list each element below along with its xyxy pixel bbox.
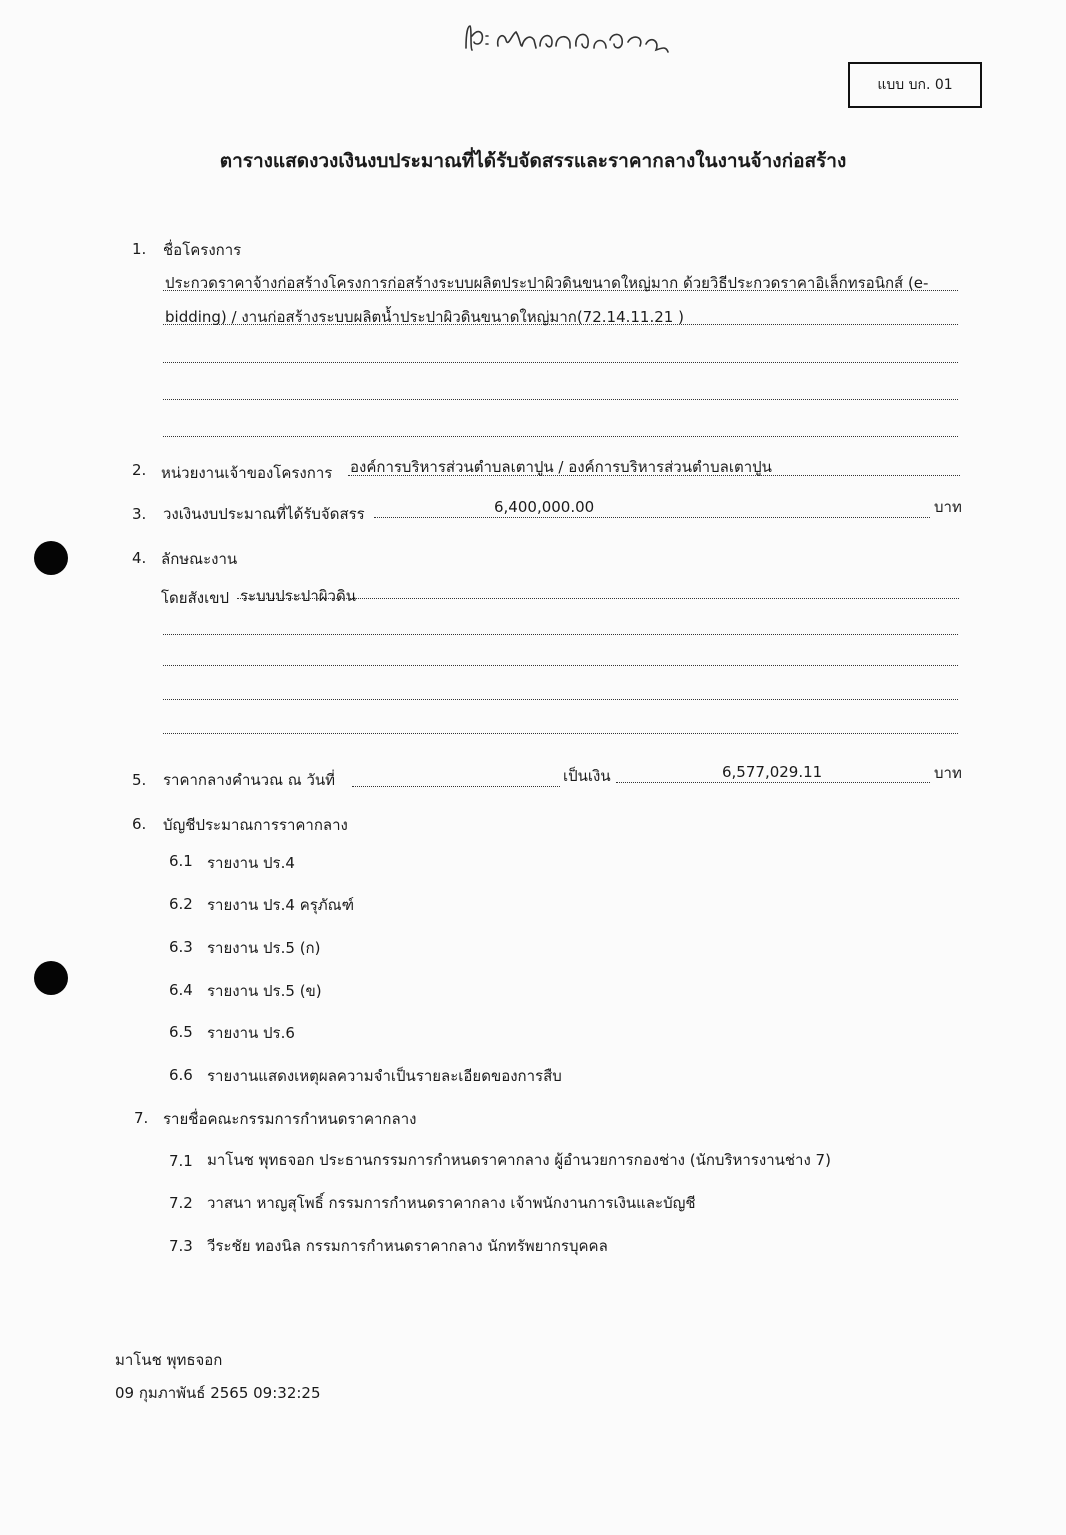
- median-price-value: 6,577,029.11: [722, 763, 823, 781]
- median-price-unit: บาท: [934, 764, 962, 782]
- committee-member: วาสนา หาญสุโพธิ์ กรรมการกำหนดราคากลาง เจ้าพนักงานการเงินและบัญชี: [207, 1194, 696, 1212]
- list-item: รายงาน ปร.4 ครุภัณฑ์: [207, 896, 355, 914]
- committee-member: วีระชัย ทองนิล กรรมการกำหนดราคากลาง นักทรัพยากรบุคคล: [207, 1237, 608, 1255]
- list-item-number: 6.1: [169, 852, 193, 870]
- punch-hole-bottom: [34, 961, 68, 995]
- section-4-sub-label: โดยสังเขป: [161, 589, 229, 607]
- list-item-number: 6.2: [169, 895, 193, 913]
- list-item-number: 7.2: [169, 1194, 193, 1212]
- list-item-number: 6.5: [169, 1023, 193, 1041]
- dotted-line: [163, 399, 958, 400]
- dotted-line: [352, 786, 560, 787]
- list-item: รายงาน ปร.4: [207, 854, 295, 872]
- list-item-number: 7.3: [169, 1237, 193, 1255]
- dotted-line: [163, 436, 958, 437]
- section-6-number: 6.: [132, 815, 147, 833]
- form-code-box: แบบ บก. 01: [848, 62, 982, 108]
- section-3-label: วงเงินงบประมาณที่ได้รับจัดสรร: [163, 505, 365, 523]
- section-7-label: รายชื่อคณะกรรมการกำหนดราคากลาง: [163, 1110, 417, 1128]
- dotted-line: [374, 517, 930, 518]
- dotted-line: [163, 665, 958, 666]
- section-2-label: หน่วยงานเจ้าของโครงการ: [161, 464, 333, 482]
- section-7-number: 7.: [134, 1109, 149, 1127]
- list-item-number: 6.3: [169, 938, 193, 956]
- signed-datetime: 09 กุมภาพันธ์ 2565 09:32:25: [115, 1384, 321, 1402]
- dotted-line: [163, 699, 958, 700]
- committee-member: มาโนช พุทธจอก ประธานกรรมการกำหนดราคากลาง ผู้อำนวยการกองช่าง (นักบริหารงานช่าง 7): [207, 1151, 831, 1169]
- section-2-number: 2.: [132, 461, 147, 479]
- budget-value: 6,400,000.00: [494, 498, 595, 516]
- budget-unit: บาท: [934, 498, 962, 516]
- dotted-line: [163, 733, 958, 734]
- work-type-value: ระบบประปาผิวดิน: [240, 587, 356, 605]
- dotted-line: [616, 782, 930, 783]
- signer-name: มาโนช พุทธจอก: [115, 1351, 223, 1369]
- punch-hole-top: [34, 541, 68, 575]
- dotted-line: [163, 362, 958, 363]
- section-4-label: ลักษณะงาน: [161, 550, 238, 568]
- list-item: รายงานแสดงเหตุผลความจำเป็นรายละเอียดของการสืบ: [207, 1067, 562, 1085]
- section-3-number: 3.: [132, 505, 147, 523]
- handwritten-note: [460, 18, 680, 60]
- list-item: รายงาน ปร.5 (ก): [207, 939, 321, 957]
- list-item-number: 7.1: [169, 1152, 193, 1170]
- agency-value: องค์การบริหารส่วนตำบลเตาปูน / องค์การบริหารส่วนตำบลเตาปูน: [350, 458, 772, 476]
- section-4-number: 4.: [132, 549, 147, 567]
- section-1-label: ชื่อโครงการ: [163, 241, 242, 259]
- section-5-label: ราคากลางคำนวณ ณ วันที่: [163, 771, 336, 789]
- section-5-number: 5.: [132, 771, 147, 789]
- dotted-line: [163, 634, 958, 635]
- section-6-label: บัญชีประมาณการราคากลาง: [163, 816, 348, 834]
- list-item-number: 6.6: [169, 1066, 193, 1084]
- list-item-number: 6.4: [169, 981, 193, 999]
- document-title: ตารางแสดงวงเงินงบประมาณที่ได้รับจัดสรรและราคากลางในงานจ้างก่อสร้าง: [219, 150, 847, 172]
- project-name-line-2: bidding) / งานก่อสร้างระบบผลิตน้ำประปาผิวดินขนาดใหญ่มาก(72.14.11.21 ): [165, 308, 684, 326]
- project-name-line-1: ประกวดราคาจ้างก่อสร้างโครงการก่อสร้างระบบผลิตประปาผิวดินขนาดใหญ่มาก ด้วยวิธีประกวดราคาอิเล็กทรอนิกส์ (e-: [165, 274, 929, 292]
- section-1-number: 1.: [132, 240, 147, 258]
- list-item: รายงาน ปร.5 (ข): [207, 982, 322, 1000]
- list-item: รายงาน ปร.6: [207, 1024, 295, 1042]
- section-5-amount-label: เป็นเงิน: [563, 767, 611, 785]
